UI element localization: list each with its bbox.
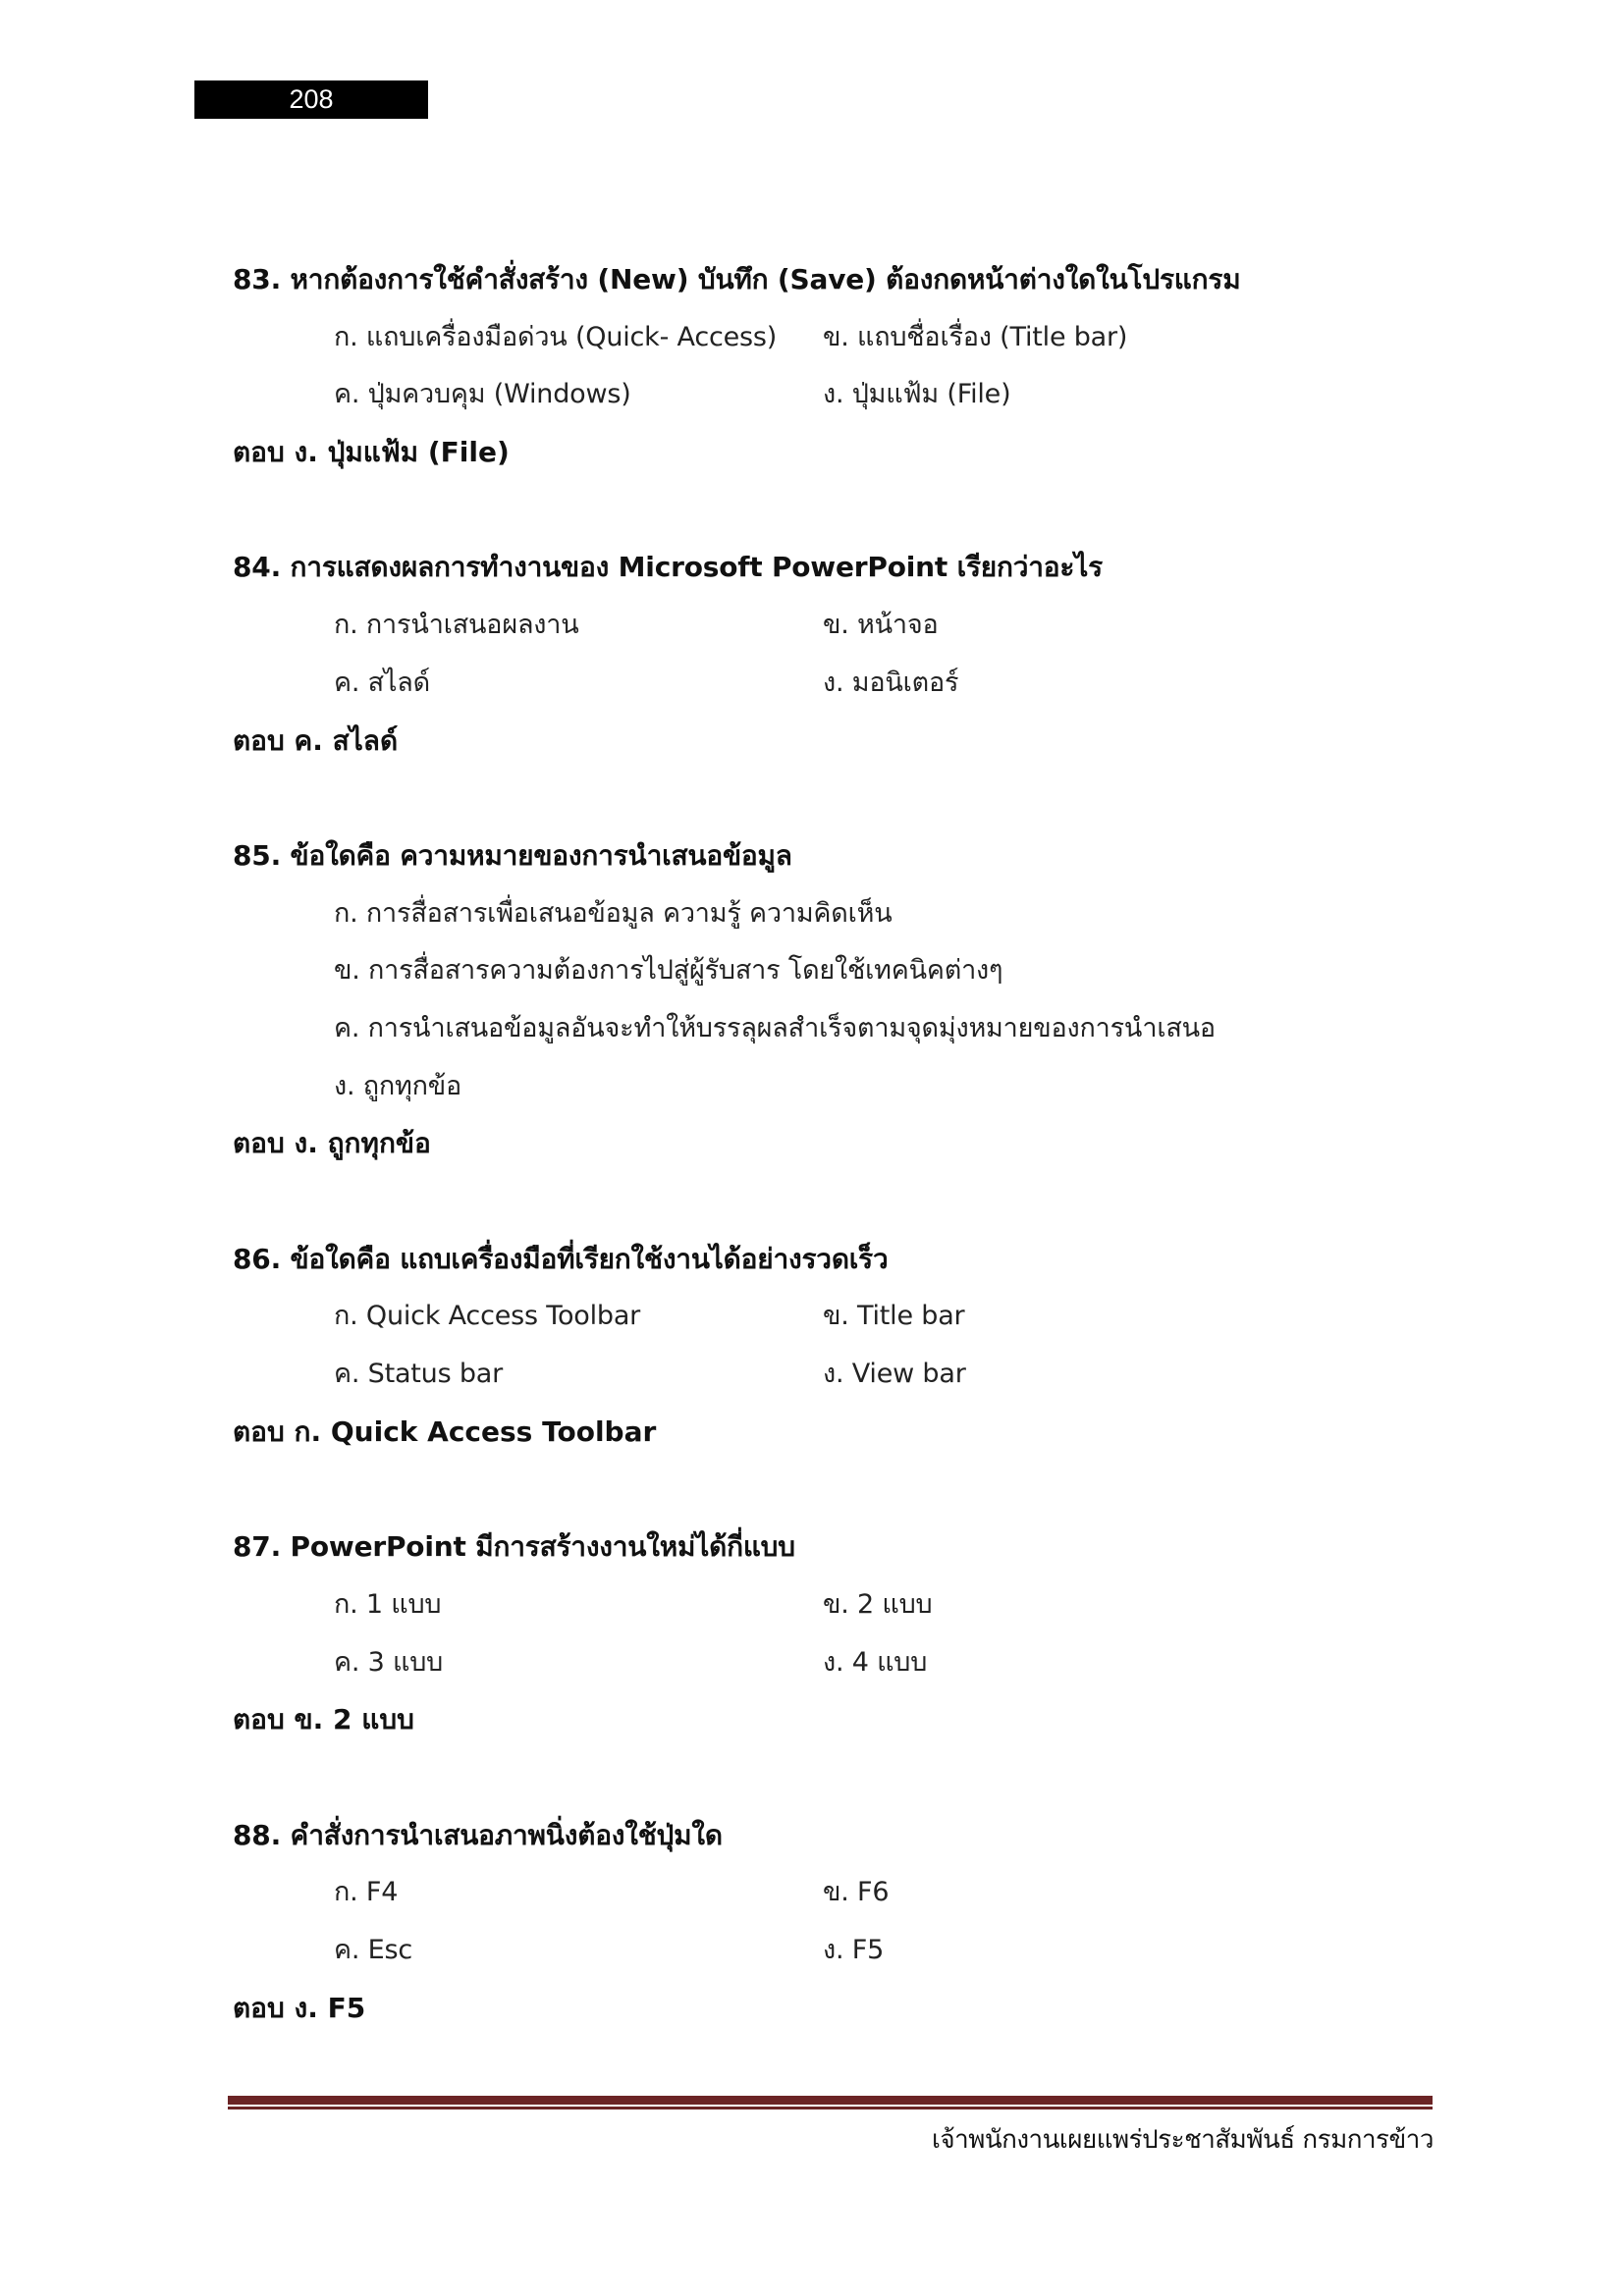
option-row [233,1064,1450,1122]
option-b: ข. F6 [823,1877,890,1908]
option-d: ง. ปุ่มแฟ้ม (File) [823,379,1011,410]
question-title: 83. หากต้องการใช้คำสั่งสร้าง (New) บันทึก (Save) ต้องกดหน้าต่างใดในโปรแกรม [233,263,1241,295]
question-title: 84. การแสดงผลการทำงานของ Microsoft PowerPoint เรียกว่าอะไร [233,551,1103,584]
option-d: ง. 4 แบบ [823,1646,928,1678]
option-row [233,1352,1450,1410]
option-row [233,661,1450,719]
option-row [233,891,1450,949]
option-row [233,948,1450,1006]
option-row [233,1640,1450,1698]
answer: ตอบ ข. 2 แบบ [233,1703,414,1736]
option-row [233,315,1450,373]
answer: ตอบ ค. สไลด์ [233,723,399,757]
answer: ตอบ ก. Quick Access Toolbar [233,1415,657,1448]
answer: ตอบ ง. F5 [233,1991,366,2024]
option-c: ค. Esc [334,1934,412,1965]
spacer [233,1179,1450,1237]
option-c: ค. 3 แบบ [334,1646,444,1678]
spacer [233,1755,1450,1813]
option-c: ค. ปุ่มควบคุม (Windows) [334,379,631,410]
question-84 [233,545,1450,832]
option-b: ข. 2 แบบ [823,1588,933,1620]
option-b: ข. การสื่อสารความต้องการไปสู่ผู้รับสาร โดยใช้เทคนิคต่างๆ [334,955,1003,987]
option-b: ข. แถบชื่อเรื่อง (Title bar) [823,321,1128,352]
option-c: ค. การนำเสนอข้อมูลอันจะทำให้บรรลุผลสำเร็จตามจุดมุ่งหมายของการนำเสนอ [334,1012,1216,1043]
question-83 [233,257,1450,545]
page-number-badge [194,80,428,119]
question-title: 86. ข้อใดคือ แถบเครื่องมือที่เรียกใช้งานได้อย่างรวดเร็ว [233,1242,889,1275]
spacer [233,775,1450,833]
option-row [233,1006,1450,1064]
option-d: ง. View bar [823,1359,966,1390]
footer-credit: เจ้าพนักงานเผยแพร่ประชาสัมพันธ์ กรมการข้าว [931,2125,1434,2155]
option-d: ง. ถูกทุกข้อ [334,1070,462,1101]
option-a: ก. F4 [334,1877,399,1908]
option-d: ง. F5 [823,1934,885,1965]
question-title: 85. ข้อใดคือ ความหมายของการนำเสนอข้อมูล [233,838,792,872]
option-a: ก. แถบเครื่องมือด่วน (Quick- Access) [334,321,778,352]
option-a: ก. การสื่อสารเพื่อเสนอข้อมูล ความรู้ ความคิดเห็น [334,897,893,929]
question-85 [233,833,1450,1237]
page-number: 208 [289,84,334,114]
spacer [233,1467,1450,1524]
option-a: ก. 1 แบบ [334,1588,442,1620]
option-row [233,1582,1450,1640]
option-a: ก. การนำเสนอผลงาน [334,610,579,641]
question-87 [233,1524,1450,1812]
option-b: ข. หน้าจอ [823,610,939,641]
option-row [233,372,1450,430]
option-row [233,1870,1450,1928]
question-86 [233,1237,1450,1524]
question-title: 88. คำสั่งการนำเสนอภาพนิ่งต้องใช้ปุ่มใด [233,1818,723,1851]
question-88 [233,1813,1450,2044]
answer: ตอบ ง. ปุ่มแฟ้ม (File) [233,436,510,469]
footer-divider-thick [228,2096,1433,2105]
spacer [233,488,1450,546]
option-a: ก. Quick Access Toolbar [334,1301,641,1332]
option-row [233,603,1450,661]
option-d: ง. มอนิเตอร์ [823,667,959,698]
question-title: 87. PowerPoint มีการสร้างงานใหม่ได้กี่แบบ [233,1530,795,1564]
option-c: ค. สไลด์ [334,667,430,698]
answer: ตอบ ง. ถูกทุกข้อ [233,1127,431,1160]
footer-divider-thin [228,2107,1433,2109]
option-row [233,1294,1450,1352]
option-row [233,1928,1450,1986]
option-c: ค. Status bar [334,1359,504,1390]
question-list [233,257,1450,2043]
option-b: ข. Title bar [823,1301,965,1332]
